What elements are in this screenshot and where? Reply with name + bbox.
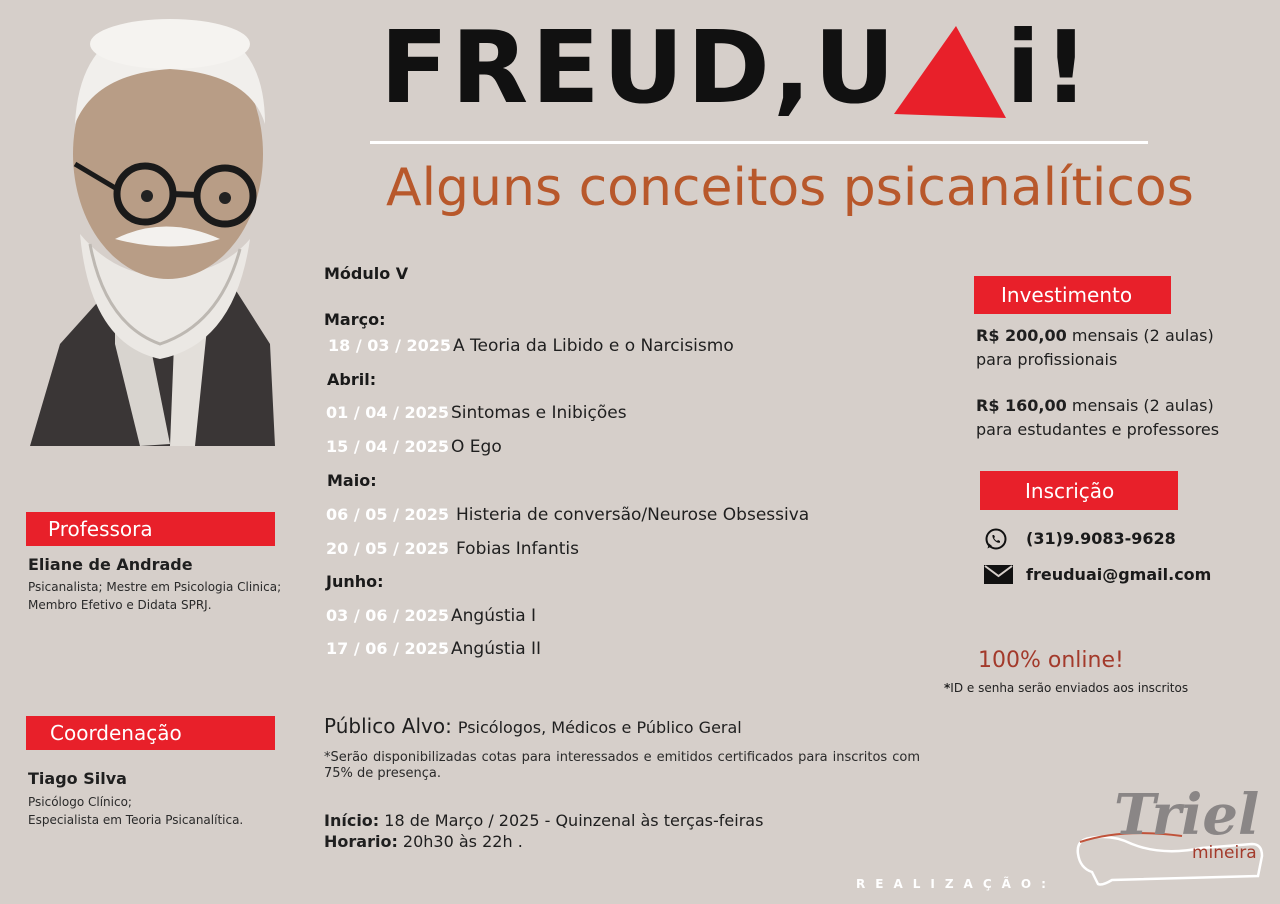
module-title: Módulo V <box>324 264 409 283</box>
session-topic: Fobias Infantis <box>456 539 579 559</box>
session-topic: Angústia I <box>451 606 537 626</box>
session-date: 06 / 05 / 2025 <box>326 505 450 524</box>
email-link[interactable]: freuduai@gmail.com <box>1026 565 1212 584</box>
title-text-freud-u: FREUD,U <box>380 9 899 126</box>
target-audience <box>324 714 742 738</box>
freud-portrait-image <box>20 14 285 446</box>
page-subtitle: Alguns conceitos psicanalíticos <box>386 158 1194 218</box>
target-audience-value: Psicólogos, Médicos e Público Geral <box>457 718 742 737</box>
coordenador-name: Tiago Silva <box>28 769 127 788</box>
start-label: Início: <box>324 811 380 830</box>
month-label: Junho: <box>326 572 384 591</box>
time-value: 20h30 às 22h . <box>397 832 523 851</box>
price-value: R$ 200,00 <box>976 326 1067 345</box>
logo-text-triel: Triel <box>1114 782 1260 848</box>
session-date: 01 / 04 / 2025 <box>326 403 450 422</box>
month-label: Março: <box>324 310 386 329</box>
professora-label: Professora <box>26 512 275 546</box>
list-item <box>326 403 627 423</box>
note-star: * <box>944 681 951 695</box>
title-text-i: i! <box>1006 9 1092 126</box>
page-title <box>380 9 1092 126</box>
session-date: 15 / 04 / 2025 <box>326 437 450 456</box>
mail-icon <box>984 565 1013 588</box>
list-item <box>328 336 734 356</box>
session-date: 17 / 06 / 2025 <box>326 639 450 658</box>
month-label: Abril: <box>327 370 377 389</box>
session-topic: O Ego <box>451 437 502 457</box>
logo-text-mineira: mineira <box>1192 843 1257 863</box>
investimento-label: Investimento <box>974 276 1171 314</box>
price-value: R$ 160,00 <box>976 396 1067 415</box>
cotas-note: *Serão disponibilizadas cotas para interessados e emitidos certificados para inscritos com 75% de presença. <box>324 750 920 781</box>
session-topic: Sintomas e Inibições <box>451 403 627 423</box>
online-note <box>944 681 1188 695</box>
price-audience: para estudantes e professores <box>976 420 1220 439</box>
start-info <box>324 811 763 830</box>
phone-link[interactable]: (31)9.9083-9628 <box>1026 529 1176 548</box>
price-audience: para profissionais <box>976 350 1118 369</box>
coordenador-description <box>28 793 243 829</box>
coordenador-desc-line: Especialista em Teoria Psicanalítica. <box>28 813 244 827</box>
inscricao-label: Inscrição <box>980 471 1178 510</box>
start-value: 18 de Março / 2025 - Quinzenal às terças-feiras <box>379 811 764 830</box>
list-item <box>326 437 502 457</box>
professora-description <box>28 578 281 614</box>
session-topic: A Teoria da Libido e o Narcisismo <box>453 336 734 356</box>
realizacao-label: REALIZAÇÃO: <box>856 877 1056 891</box>
month-label: Maio: <box>327 471 377 490</box>
whatsapp-icon <box>984 527 1008 555</box>
professora-desc-line: Psicanalista; Mestre em Psicologia Clinica; <box>28 580 282 594</box>
time-label: Horario: <box>324 832 398 851</box>
red-triangle-icon <box>894 18 1012 118</box>
list-item <box>326 505 809 525</box>
title-divider <box>370 141 1148 144</box>
coordenador-desc-line: Psicólogo Clínico; <box>28 795 132 809</box>
professora-name: Eliane de Andrade <box>28 555 193 574</box>
list-item <box>326 606 536 626</box>
price-detail: mensais (2 aulas) <box>1066 326 1214 345</box>
time-info <box>324 832 523 851</box>
price-students <box>976 394 1219 442</box>
price-professionals <box>976 324 1214 372</box>
online-badge: 100% online! <box>978 648 1124 673</box>
session-date: 20 / 05 / 2025 <box>326 539 450 558</box>
list-item <box>326 539 579 559</box>
triel-mineira-logo <box>1072 776 1270 896</box>
session-topic: Histeria de conversão/Neurose Obsessiva <box>456 505 810 525</box>
price-detail: mensais (2 aulas) <box>1066 396 1214 415</box>
coordenacao-label: Coordenação <box>26 716 275 750</box>
session-date: 03 / 06 / 2025 <box>326 606 450 625</box>
list-item <box>326 639 541 659</box>
note-text: ID e senha serão enviados aos inscritos <box>950 681 1189 695</box>
target-audience-label: Público Alvo: <box>324 714 452 738</box>
session-topic: Angústia II <box>451 639 542 659</box>
session-date: 18 / 03 / 2025 <box>328 336 452 355</box>
professora-desc-line: Membro Efetivo e Didata SPRJ. <box>28 598 212 612</box>
